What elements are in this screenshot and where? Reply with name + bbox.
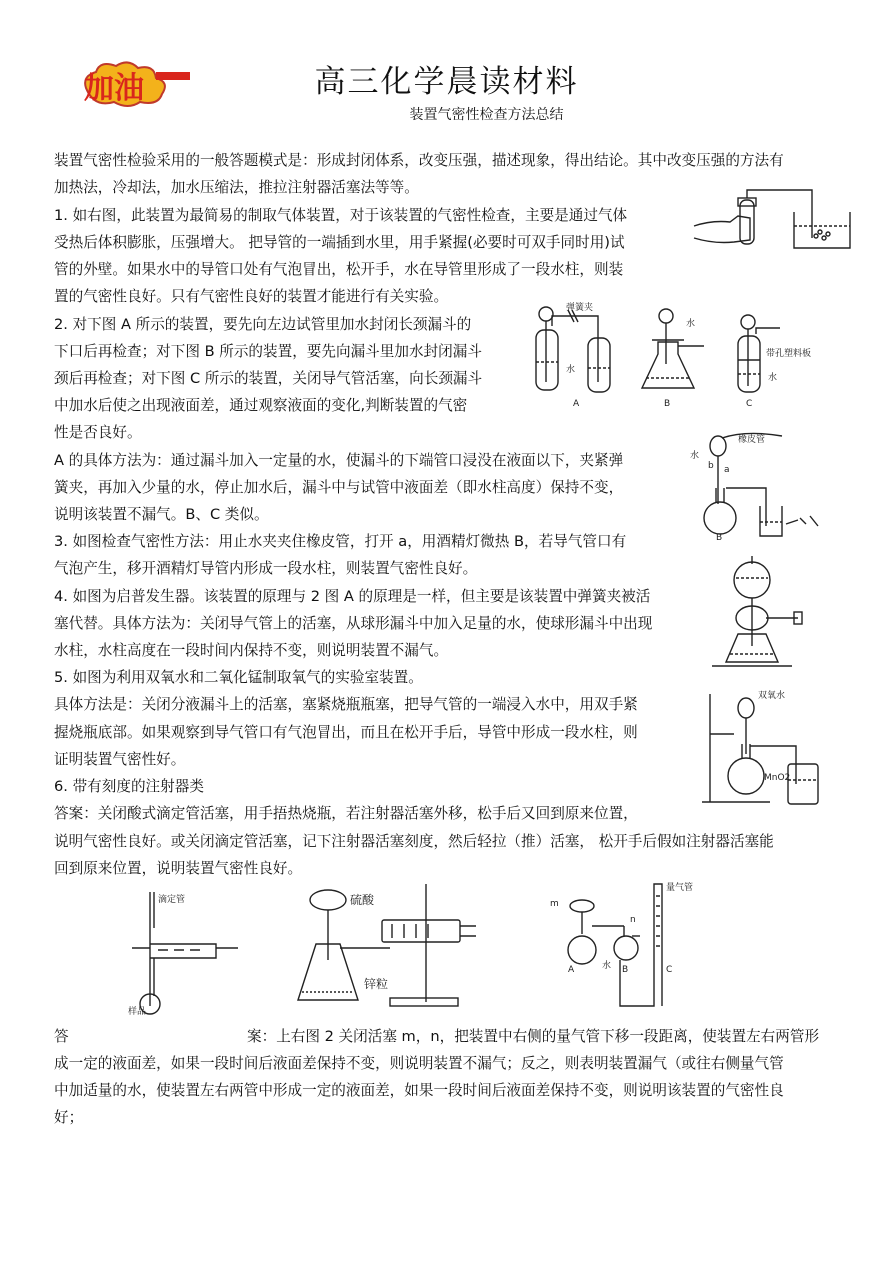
label-water: 水	[690, 451, 700, 461]
figure-abc-apparatus	[528, 302, 818, 412]
text-line: 塞代替。具体方法为：关闭导气管上的活塞，从球形漏斗中加入足量的水，使球形漏斗中出现	[54, 615, 653, 632]
label-gas-burette: 量气管	[666, 883, 694, 893]
text-line: 置的气密性良好。只有气密性良好的装置才能进行有关实验。	[54, 288, 449, 305]
logo-text: 加油	[84, 71, 144, 106]
page-title: 高三化学晨读材料	[314, 64, 579, 100]
text-line: 具体方法是：关闭分液漏斗上的活塞，塞紧烧瓶瓶塞，把导气管的一端浸入水中，用双手紧	[54, 696, 638, 713]
label-water: 水	[566, 365, 576, 375]
label-c: C	[666, 965, 673, 975]
label-b: B	[716, 533, 723, 543]
text-line: 水柱，水柱高度在一段时间内保持不变，则说明装置不漏气。	[54, 642, 449, 659]
figure-burette-flask	[128, 888, 244, 1018]
text-line: 性是否良好。	[54, 424, 142, 441]
text-line: 6. 带有刻度的注射器类	[54, 778, 204, 795]
text-line: 说明气密性良好。或关闭滴定管活塞，记下注射器活塞刻度，然后轻拉（推）活塞， 松开手后假如注射器活塞能	[54, 833, 774, 850]
text-line: 好；	[54, 1109, 84, 1126]
label-a: A	[573, 399, 580, 409]
label-water: 水	[602, 961, 612, 971]
figure-kipp-generator	[708, 546, 828, 668]
figure-oxygen-apparatus	[700, 684, 834, 808]
text-line: 2. 对下图 A 所示的装置，要先向左边试管里加水封闭长颈漏斗的	[54, 316, 472, 333]
label-sample: 样品	[128, 1007, 147, 1017]
text-line: 中加水后使之出现液面差，通过观察液面的变化,判断装置的气密	[54, 397, 468, 414]
text-line: 成一定的液面差，如果一段时间后液面差保持不变，则说明装置不漏气；反之，则表明装置漏气（或往右侧量气管	[54, 1055, 784, 1072]
label-hydrogen-peroxide: 双氧水	[758, 691, 786, 701]
text-line: 案：上右图 2 关闭活塞 m，n，把装置中右侧的量气管下移一段距离，使装置左右两管形	[247, 1028, 820, 1045]
label-n: n	[630, 915, 636, 925]
text-line: 说明该装置不漏气。B、C 类似。	[54, 506, 269, 523]
text-line: 加热法，冷却法，加水压缩法，推拉注射器活塞法等等。	[54, 179, 419, 196]
text-line: 回到原来位置，说明装置气密性良好。	[54, 860, 303, 877]
text-line: 气泡产生，移开酒精灯导管内形成一段水柱，则装置气密性良好。	[54, 560, 478, 577]
text-line: 中加适量的水，使装置左右两管中形成一定的液面差，如果一段时间后液面差保持不变，则说明该装置的气密性良	[54, 1082, 784, 1099]
text-line: 管的外壁。如果水中的导管口处有气泡冒出，松开手，水在导管里形成了一段水柱，则装	[54, 261, 624, 278]
label-rubber-tube: 橡皮管	[738, 435, 766, 445]
label-m: m	[550, 899, 559, 909]
text-line: 4. 如图为启普发生器。该装置的原理与 2 图 A 的原理是一样，但主要是该装置中弹簧夹被活	[54, 588, 651, 605]
label-board: 带孔塑料板	[766, 349, 812, 359]
text-line: 3. 如图检查气密性方法：用止水夹夹住橡皮管，打开 a，用酒精灯微热 B，若导气管口有	[54, 533, 627, 550]
text-line: 握烧瓶底部。如果观察到导气管口有气泡冒出，而且在松开手后，导管中形成一段水柱，则	[54, 724, 638, 741]
figure-gas-burette	[548, 876, 694, 1016]
text-line: 5. 如图为利用双氧水和二氧化锰制取氧气的实验室装置。	[54, 669, 423, 686]
label-a-small: a	[724, 465, 730, 475]
text-line: 簧夹，再加入少量的水，停止加水后，漏斗中与试管中液面差（即水柱高度）保持不变，	[54, 479, 624, 496]
label-clip: 弹簧夹	[566, 303, 594, 313]
label-mno2: MnO2	[764, 773, 791, 783]
label-b: B	[664, 399, 671, 409]
text-line: 下口后再检查；对下图 B 所示的装置，要先向漏斗里加水封闭漏斗	[54, 343, 482, 360]
figure-hand-test-tube	[690, 186, 858, 252]
text-line: 受热后体积膨胀，压强增大。 把导管的一端插到水里，用手紧握(必要时可双手同时用)试	[54, 234, 625, 251]
label-burette: 滴定管	[158, 895, 186, 905]
figure-rubber-tube-flask	[686, 428, 834, 542]
label-b: B	[622, 965, 629, 975]
text-line: 答案：关闭酸式滴定管活塞，用手捂热烧瓶，若注射器活塞外移，松手后又回到原来位置，	[54, 805, 638, 822]
label-a: A	[568, 965, 575, 975]
page-subtitle: 装置气密性检查方法总结	[409, 107, 564, 123]
label-water: 水	[768, 373, 778, 383]
label-zinc: 锌粒	[364, 977, 389, 991]
label-water: 水	[686, 319, 696, 329]
text-line: 答	[54, 1028, 69, 1045]
figure-syringe-flask	[286, 880, 482, 1010]
text-line: A 的具体方法为：通过漏斗加入一定量的水，使漏斗的下端管口浸没在液面以下，夹紧弹	[54, 452, 624, 469]
label-sulfuric-acid: 硫酸	[350, 893, 375, 907]
text-line: 证明装置气密性好。	[54, 751, 186, 768]
text-line: 颈后再检查；对下图 C 所示的装置，关闭导气管活塞，向长颈漏斗	[54, 370, 483, 387]
label-b-small: b	[708, 461, 714, 471]
text-line: 1. 如右图，此装置为最简易的制取气体装置，对于该装置的气密性检查，主要是通过气体	[54, 207, 628, 224]
text-line: 装置气密性检验采用的一般答题模式是：形成封闭体系，改变压强，描述现象，得出结论。其中改变压强的方法有	[54, 152, 784, 169]
label-c: C	[746, 399, 753, 409]
